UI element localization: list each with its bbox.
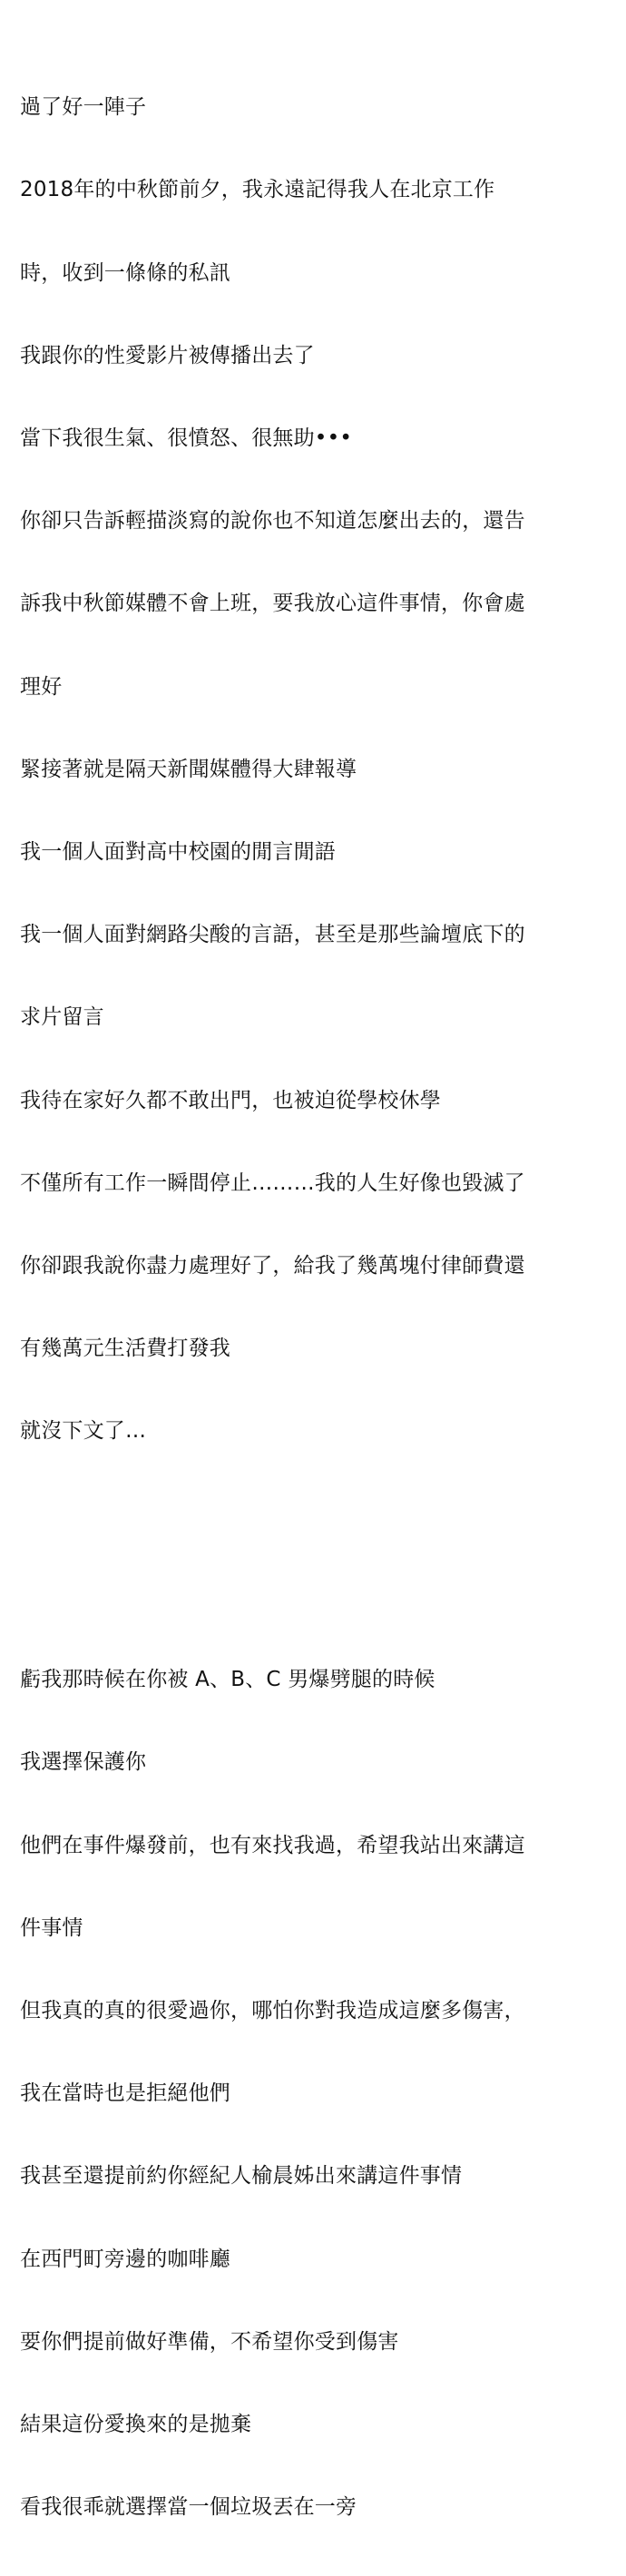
paragraph-spacer — [20, 1528, 619, 1555]
text-line: 不僅所有工作一瞬間停止………我的人生好像也毀滅了 — [20, 1170, 525, 1195]
text-line: 訴我中秋節媒體不會上班，要我放心這件事情，你會處 — [20, 592, 525, 616]
text-line: 我待在家好久都不敢出門，也被迫從學校休學 — [20, 1088, 441, 1112]
post-text — [20, 11, 619, 2576]
text-line: 時，收到一條條的私訊 — [20, 260, 230, 285]
text-line: 求片留言 — [20, 1005, 104, 1030]
text-line: 要你們提前做好準備，不希望你受到傷害 — [20, 2329, 399, 2354]
text-line: 2018年的中秋節前夕，我永遠記得我人在北京工作 — [20, 178, 495, 202]
text-line: 看我很乖就選擇當一個垃圾丟在一旁 — [20, 2495, 357, 2520]
text-line: 我一個人面對高中校園的閒言閒語 — [20, 840, 336, 865]
text-line: 他們在事件爆發前，也有來找我過，希望我站出來講這 — [20, 1833, 525, 1857]
text-line: 我一個人面對網路尖酸的言語，甚至是那些論壇底下的 — [20, 923, 525, 947]
text-line: 就沒下文了… — [20, 1419, 147, 1444]
text-line: 我甚至還提前約你經紀人榆晨姊出來講這件事情 — [20, 2164, 463, 2189]
text-line: 在西門町旁邊的咖啡廳 — [20, 2247, 230, 2271]
text-line: 有幾萬元生活費打發我 — [20, 1337, 230, 1361]
text-line: 過了好一陣子 — [20, 95, 147, 120]
text-line: 結果這份愛換來的是拋棄 — [20, 2412, 252, 2436]
text-line: 當下我很生氣、很憤怒、很無助••• — [20, 426, 353, 451]
text-line: 你卻只告訴輕描淡寫的說你也不知道怎麼出去的，還告 — [20, 509, 525, 534]
text-line: 緊接著就是隔天新聞媒體得大肆報導 — [20, 757, 357, 781]
text-line: 我在當時也是拒絕他們 — [20, 2081, 230, 2106]
text-line: 理好 — [20, 674, 63, 699]
text-line: 但我真的真的很愛過你，哪怕你對我造成這麼多傷害， — [20, 1998, 525, 2023]
text-line: 虧我那時候在你被 A、B、C 男爆劈腿的時候 — [20, 1668, 435, 1692]
text-line: 我跟你的性愛影片被傳播出去了 — [20, 343, 315, 367]
text-line: 件事情 — [20, 1915, 83, 1940]
text-line: 我選擇保護你 — [20, 1750, 147, 1775]
text-line: 你卻跟我說你盡力處理好了，給我了幾萬塊付律師費還 — [20, 1254, 525, 1278]
